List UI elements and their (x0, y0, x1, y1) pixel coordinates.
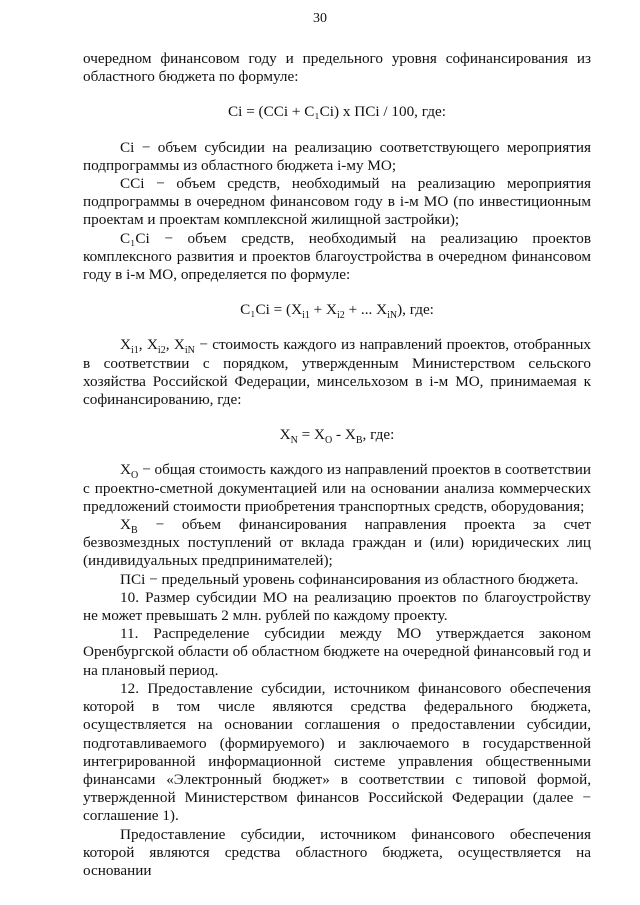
definition-ci: Ci − объем субсидии на реализацию соответствующего мероприятия подпрограммы из областного бюджета i-му МО; (83, 138, 591, 174)
paragraph-11: 11. Распределение субсидии между МО утверждается законом Оренбургской области об областном бюджете на очередной финансовый год и на плановый период. (83, 625, 591, 679)
page-number: 30 (313, 11, 327, 26)
formula-c1ci: $C_1Ci = (X_{i1} + X_{i2}$ + ... $X_{iN}$), где: (240, 301, 434, 322)
paragraph-12-continued: Предоставление субсидии, источником финансового обеспечения которой являются средства областного бюджета, осуществляется на основании (83, 825, 591, 879)
paragraph-10: 10. Размер субсидии МО на реализацию проектов по благоустройству не может превышать 2 млн. рублей по каждому проекту. (83, 588, 591, 625)
definition-cci: CCi − объем средств, необходимый на реализацию мероприятия подпрограммы в очередном финансовом году в i-м МО (по инвестиционным проектам и проектам комплексной жилищной застройки); (83, 175, 591, 229)
definition-xb: $X_B$ − объем финансирования направления проекта за счет безвозмездных поступлений от вклада граждан и (или) юридических лиц (индивидуальных предпринимателей); (83, 516, 591, 570)
formula-subsidy: Ci = (CCi + C₁Ci) x ПСi / 100, где: (228, 103, 446, 121)
definition-c1ci: C₁Ci − объем средств, необходимый на реализацию проектов комплексного развития и проектов благоустройства в очередном финансовом году в i-м МО, определяется по формуле: (83, 229, 591, 284)
definition-x-costs: $X_{i1}$, $X_{i2}$, $X_{iN}$ − стоимость каждого из направлений проектов, отобранных в соответствии с порядком, утвержденным Министерством сельского хозяйства Российской Федерации, минсельхозом в i-м МО, принимаемая к софинансированию, где: (83, 336, 592, 409)
formula-xn: $X_N = X_O - X_B$, где: (279, 426, 395, 447)
document-body (83, 50, 591, 880)
definition-xo: $X_O$ − общая стоимость каждого из направлений проектов в соответствии с проектно-сметной документацией или на основании анализа коммерческих предложений стоимости приобретения транспортных средств, оборудования; (83, 461, 591, 515)
paragraph-intro: очередном финансовом году и предельного уровня софинансирования из областного бюджета по формуле: (83, 50, 591, 86)
paragraph-12: 12. Предоставление субсидии, источником финансового обеспечения которой в том числе являются средства федерального бюджета, осуществляется на основании соглашения о предоставлении субсидии, подготавливаемого (формируемого) и заключаемого в государственной интегрированной информационной системе управления общественными финансами «Электронный бюджет» в соответствии с типовой формой, утвержденной Министерством финансов Российской Федерации (далее − соглашение 1). (83, 679, 591, 825)
definition-psi: ПСi − предельный уровень софинансирования из областного бюджета. (120, 570, 579, 588)
